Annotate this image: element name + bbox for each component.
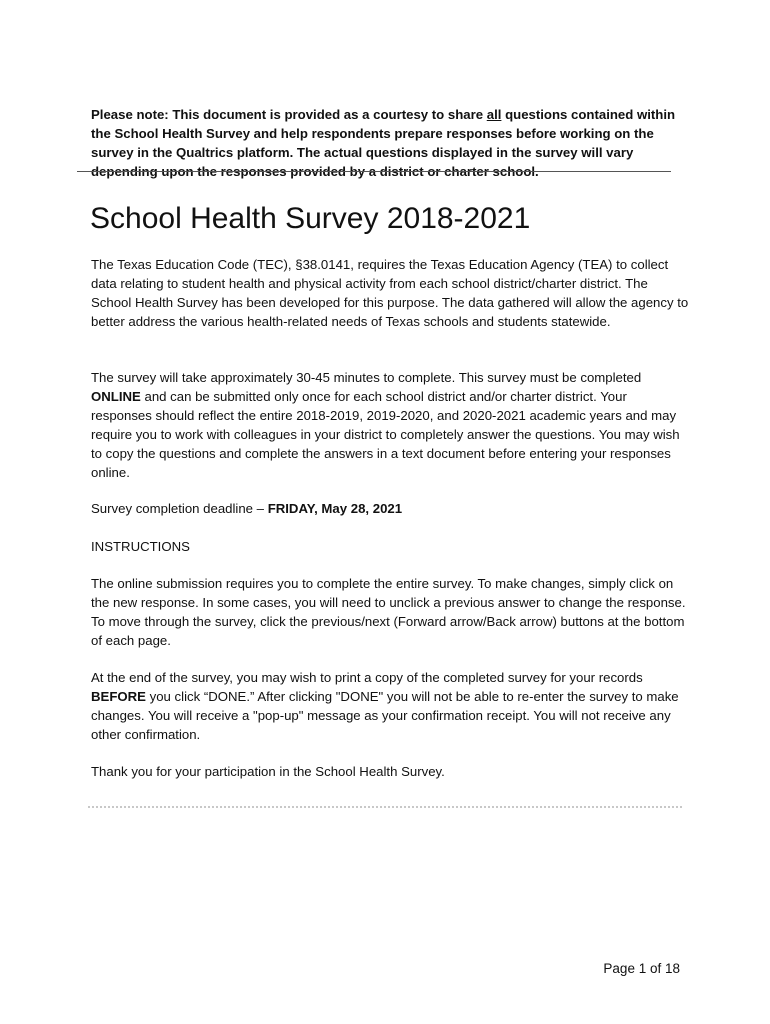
deadline-label: Survey completion deadline – (91, 501, 268, 516)
intro-paragraph: The Texas Education Code (TEC), §38.0141, requires the Texas Education Agency (TEA) to collect data relating to student health and physical activity from each school district/charter district. The School Health Survey has been developed for this purpose. The data gathered will allow the agency to better address the various health-related needs of Texas schools and students statewide. (91, 257, 689, 329)
page-number: Page 1 of 18 (603, 961, 680, 976)
courtesy-note-emphasis: all (486, 107, 502, 123)
duration-text-1: The survey will take approximately 30-45 minutes to complete. This survey must be completed (91, 370, 642, 385)
duration-text-2: and can be submitted only once for each school district and/or charter district. Your responses should reflect the entire 2018-2019, 2019-2020, and 2020-2021 academic years and may require you to work with colleagues in your district to completely answer the questions. You may wish to copy the questions and complete the answers in a text document before entering your responses online. (91, 389, 680, 480)
end-text-1: At the end of the survey, you may wish to print a copy of the completed survey for your records (91, 670, 643, 685)
instructions-paragraph: The online submission requires you to complete the entire survey. To make changes, simply click on the new response. In some cases, you will need to unclick a previous answer to change the response. To move through the survey, click the previous/next (Forward arrow/Back arrow) buttons at the bottom of each page. (91, 576, 686, 648)
duration-online-emphasis: ONLINE (91, 389, 141, 404)
duration-paragraph (91, 368, 691, 482)
courtesy-note (91, 105, 691, 181)
deadline-date: FRIDAY, May 28, 2021 (267, 501, 403, 516)
end-of-survey-paragraph (91, 668, 691, 744)
courtesy-note-text-1: Please note: This document is provided as a courtesy to share (91, 107, 487, 123)
top-divider (77, 171, 671, 172)
thanks-paragraph: Thank you for your participation in the School Health Survey. (91, 764, 445, 779)
page-title: School Health Survey 2018-2021 (90, 202, 531, 235)
bottom-divider (88, 806, 682, 808)
end-before-emphasis: BEFORE (91, 689, 146, 704)
end-text-2: you click “DONE.” After clicking "DONE" you will not be able to re-enter the survey to make changes. You will receive a "pop-up" message as your confirmation receipt. You will not receive any other confirmation. (91, 689, 679, 742)
deadline-paragraph (91, 499, 691, 518)
instructions-heading: INSTRUCTIONS (91, 539, 190, 554)
courtesy-note-text-2: questions contained within the School Health Survey and help respondents prepare responses before working on the survey in the Qualtrics platform. The actual questions displayed in the survey will vary depending upon the responses provided by a district or charter school. (91, 107, 676, 180)
